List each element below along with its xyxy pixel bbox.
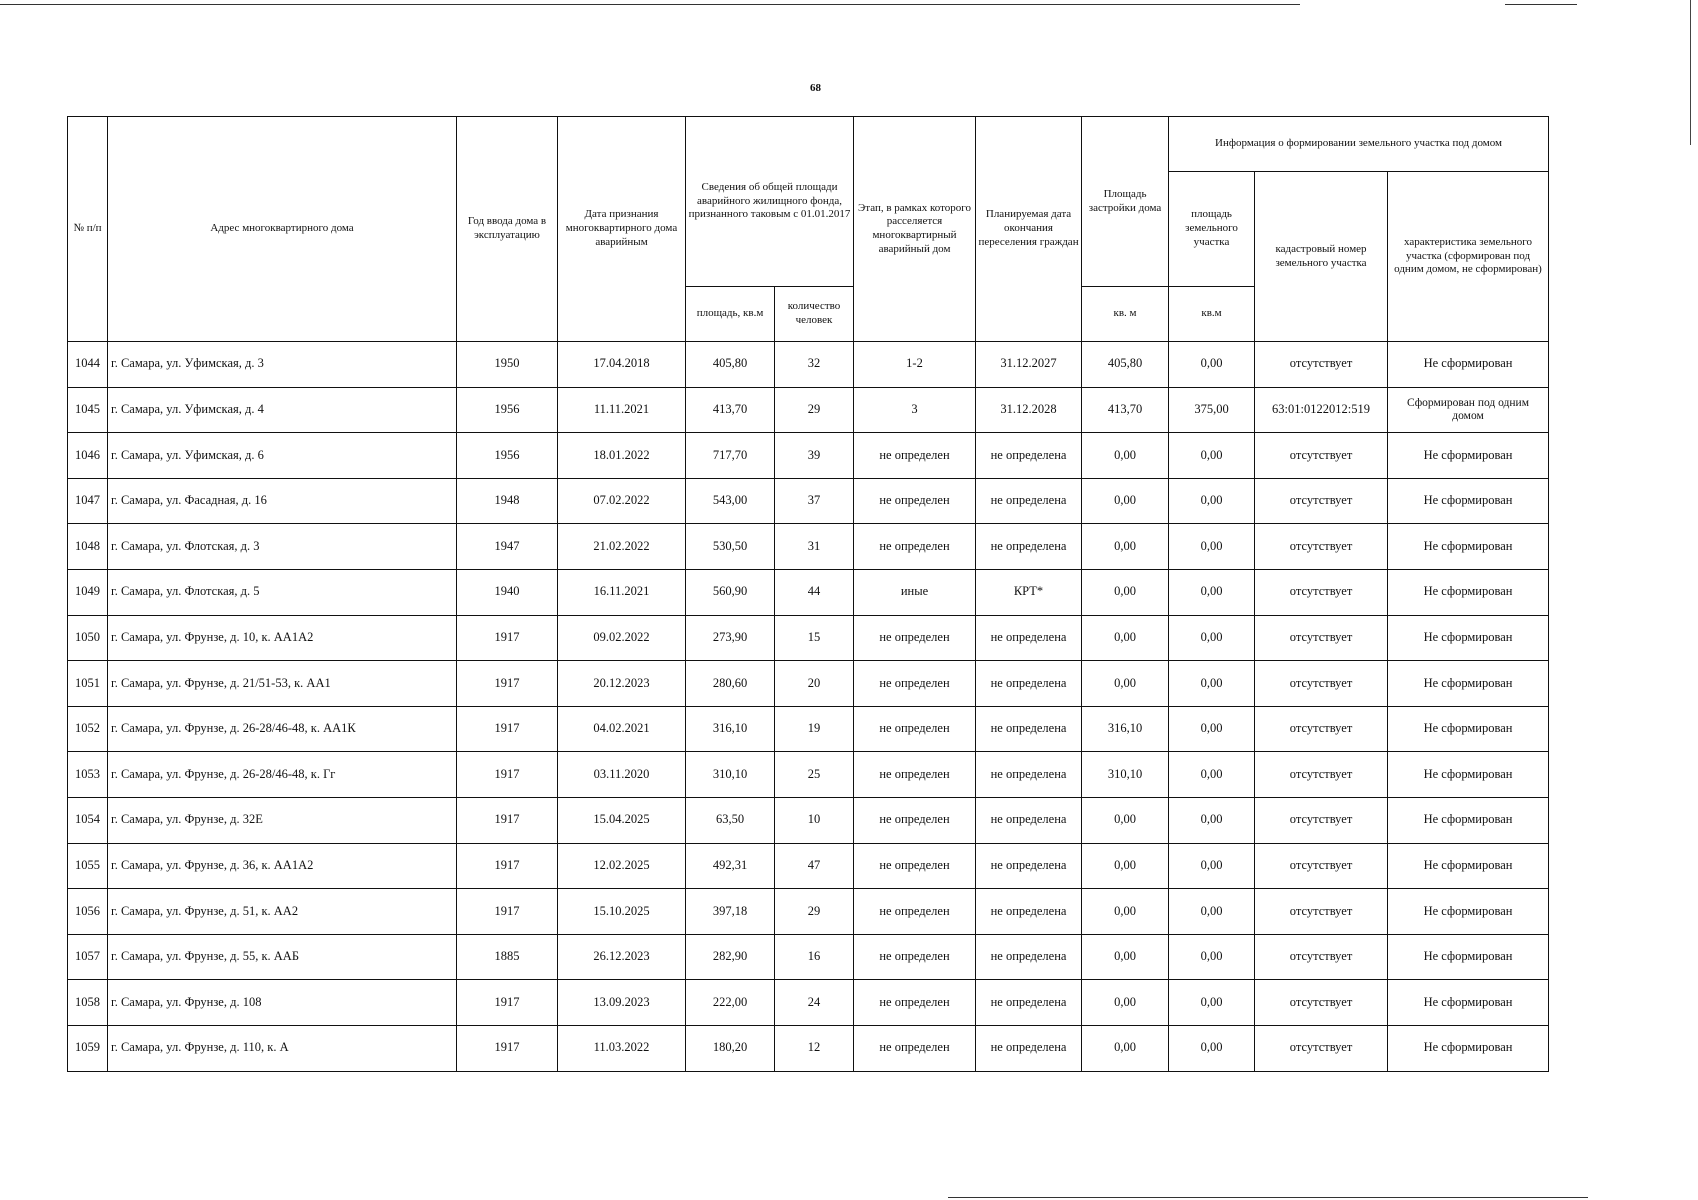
cell-land-char: Не сформирован	[1388, 478, 1549, 524]
cell-year: 1940	[457, 569, 558, 615]
cell-recognition-date: 15.04.2025	[558, 797, 686, 843]
cell-area: 397,18	[686, 889, 775, 935]
cell-year: 1956	[457, 433, 558, 479]
cell-area: 316,10	[686, 706, 775, 752]
cell-land-char: Не сформирован	[1388, 797, 1549, 843]
header-area-info: Сведения об общей площади аварийного жилищного фонда, признанного таковым с 01.01.2017	[686, 117, 854, 287]
cell-address: г. Самара, ул. Фрунзе, д. 32Е	[108, 797, 457, 843]
header-num: № п/п	[68, 117, 108, 342]
cell-recognition-date: 11.03.2022	[558, 1025, 686, 1071]
cell-planned-date: не определена	[976, 1025, 1082, 1071]
cell-address: г. Самара, ул. Фрунзе, д. 26-28/46-48, к. Гг	[108, 752, 457, 798]
table-row	[68, 706, 1549, 752]
cell-building-area: 0,00	[1082, 934, 1169, 980]
table-row	[68, 342, 1549, 388]
cell-cadastral: отсутствует	[1255, 843, 1388, 889]
table-row	[68, 615, 1549, 661]
cell-num: 1058	[68, 980, 108, 1026]
table-row	[68, 478, 1549, 524]
cell-land-area: 0,00	[1169, 569, 1255, 615]
cell-recognition-date: 18.01.2022	[558, 433, 686, 479]
cell-area: 222,00	[686, 980, 775, 1026]
cell-land-char: Не сформирован	[1388, 752, 1549, 798]
cell-year: 1917	[457, 889, 558, 935]
cell-stage: не определен	[854, 980, 976, 1026]
emergency-housing-table	[67, 116, 1549, 1072]
cell-year: 1917	[457, 661, 558, 707]
cell-land-char: Не сформирован	[1388, 1025, 1549, 1071]
cell-area: 280,60	[686, 661, 775, 707]
cell-num: 1046	[68, 433, 108, 479]
cell-area: 530,50	[686, 524, 775, 570]
cell-area: 413,70	[686, 387, 775, 433]
cell-area: 63,50	[686, 797, 775, 843]
cell-year: 1917	[457, 797, 558, 843]
cell-address: г. Самара, ул. Фрунзе, д. 51, к. АА2	[108, 889, 457, 935]
cell-cadastral: отсутствует	[1255, 1025, 1388, 1071]
cell-people: 32	[775, 342, 854, 388]
cell-cadastral: отсутствует	[1255, 615, 1388, 661]
cell-people: 31	[775, 524, 854, 570]
cell-num: 1056	[68, 889, 108, 935]
cell-address: г. Самара, ул. Флотская, д. 3	[108, 524, 457, 570]
cell-year: 1917	[457, 615, 558, 661]
header-area-sqm: площадь, кв.м	[686, 287, 775, 342]
table-row	[68, 843, 1549, 889]
cell-year: 1885	[457, 934, 558, 980]
cell-planned-date: не определена	[976, 980, 1082, 1026]
cell-address: г. Самара, ул. Уфимская, д. 4	[108, 387, 457, 433]
header-land-info: Информация о формировании земельного участка под домом	[1169, 117, 1549, 172]
cell-people: 29	[775, 889, 854, 935]
cell-land-char: Не сформирован	[1388, 615, 1549, 661]
cell-planned-date: не определена	[976, 478, 1082, 524]
cell-stage: не определен	[854, 934, 976, 980]
cell-people: 29	[775, 387, 854, 433]
cell-num: 1059	[68, 1025, 108, 1071]
cell-stage: 1-2	[854, 342, 976, 388]
cell-area: 282,90	[686, 934, 775, 980]
cell-num: 1055	[68, 843, 108, 889]
cell-planned-date: не определена	[976, 934, 1082, 980]
cell-land-char: Не сформирован	[1388, 706, 1549, 752]
header-planned-date: Планируемая дата окончания переселения граждан	[976, 117, 1082, 342]
cell-stage: не определен	[854, 843, 976, 889]
cell-building-area: 0,00	[1082, 478, 1169, 524]
cell-planned-date: не определена	[976, 797, 1082, 843]
cell-building-area: 0,00	[1082, 433, 1169, 479]
cell-people: 15	[775, 615, 854, 661]
cell-planned-date: не определена	[976, 661, 1082, 707]
page-number: 68	[810, 82, 821, 94]
cell-land-char: Не сформирован	[1388, 342, 1549, 388]
table-row	[68, 934, 1549, 980]
table-row	[68, 661, 1549, 707]
header-recognition-date: Дата признания многоквартирного дома аварийным	[558, 117, 686, 342]
cell-year: 1956	[457, 387, 558, 433]
cell-area: 492,31	[686, 843, 775, 889]
cell-land-char: Не сформирован	[1388, 433, 1549, 479]
cell-planned-date: не определена	[976, 752, 1082, 798]
cell-land-area: 0,00	[1169, 661, 1255, 707]
cell-building-area: 310,10	[1082, 752, 1169, 798]
table-row	[68, 524, 1549, 570]
cell-address: г. Самара, ул. Уфимская, д. 3	[108, 342, 457, 388]
header-people-count: количество человек	[775, 287, 854, 342]
cell-planned-date: не определена	[976, 433, 1082, 479]
cell-land-area: 0,00	[1169, 843, 1255, 889]
header-land-char: характеристика земельного участка (сформирован под одним домом, не сформирован)	[1388, 172, 1549, 342]
cell-num: 1049	[68, 569, 108, 615]
cell-recognition-date: 26.12.2023	[558, 934, 686, 980]
table-row	[68, 752, 1549, 798]
cell-stage: иные	[854, 569, 976, 615]
cell-stage: не определен	[854, 797, 976, 843]
cell-land-char: Сформирован под одним домом	[1388, 387, 1549, 433]
cell-land-area: 0,00	[1169, 934, 1255, 980]
cell-stage: не определен	[854, 433, 976, 479]
cell-people: 16	[775, 934, 854, 980]
cell-building-area: 0,00	[1082, 980, 1169, 1026]
cell-cadastral: отсутствует	[1255, 706, 1388, 752]
table-row	[68, 387, 1549, 433]
cell-land-area: 0,00	[1169, 752, 1255, 798]
cell-stage: не определен	[854, 706, 976, 752]
header-cadastral: кадастровый номер земельного участка	[1255, 172, 1388, 342]
cell-building-area: 0,00	[1082, 615, 1169, 661]
cell-cadastral: отсутствует	[1255, 569, 1388, 615]
cell-address: г. Самара, ул. Фасадная, д. 16	[108, 478, 457, 524]
cell-building-area: 0,00	[1082, 1025, 1169, 1071]
cell-area: 717,70	[686, 433, 775, 479]
cell-area: 405,80	[686, 342, 775, 388]
cell-building-area: 0,00	[1082, 843, 1169, 889]
cell-cadastral: отсутствует	[1255, 433, 1388, 479]
cell-planned-date: не определена	[976, 706, 1082, 752]
table-header	[68, 117, 1549, 342]
cell-year: 1917	[457, 980, 558, 1026]
cell-cadastral: отсутствует	[1255, 661, 1388, 707]
header-land-area-unit: кв.м	[1169, 287, 1255, 342]
cell-area: 180,20	[686, 1025, 775, 1071]
header-building-area: Площадь застройки дома	[1082, 117, 1169, 287]
header-building-area-unit: кв. м	[1082, 287, 1169, 342]
cell-planned-date: не определена	[976, 524, 1082, 570]
cell-people: 37	[775, 478, 854, 524]
cell-land-char: Не сформирован	[1388, 524, 1549, 570]
cell-recognition-date: 15.10.2025	[558, 889, 686, 935]
cell-people: 24	[775, 980, 854, 1026]
cell-num: 1054	[68, 797, 108, 843]
cell-people: 44	[775, 569, 854, 615]
scan-edge-top	[0, 4, 1300, 5]
cell-address: г. Самара, ул. Фрунзе, д. 55, к. ААБ	[108, 934, 457, 980]
cell-people: 19	[775, 706, 854, 752]
cell-year: 1917	[457, 752, 558, 798]
cell-land-area: 0,00	[1169, 1025, 1255, 1071]
cell-cadastral: отсутствует	[1255, 342, 1388, 388]
scan-edge-right	[1690, 0, 1691, 145]
cell-num: 1048	[68, 524, 108, 570]
scan-edge-top-right	[1505, 4, 1577, 5]
cell-planned-date: 31.12.2028	[976, 387, 1082, 433]
header-year: Год ввода дома в эксплуатацию	[457, 117, 558, 342]
cell-year: 1947	[457, 524, 558, 570]
cell-recognition-date: 21.02.2022	[558, 524, 686, 570]
cell-land-char: Не сформирован	[1388, 889, 1549, 935]
cell-planned-date: не определена	[976, 615, 1082, 661]
cell-cadastral: отсутствует	[1255, 980, 1388, 1026]
cell-stage: не определен	[854, 524, 976, 570]
cell-year: 1917	[457, 1025, 558, 1071]
cell-address: г. Самара, ул. Фрунзе, д. 36, к. АА1А2	[108, 843, 457, 889]
table-row	[68, 889, 1549, 935]
cell-recognition-date: 13.09.2023	[558, 980, 686, 1026]
cell-people: 47	[775, 843, 854, 889]
cell-area: 543,00	[686, 478, 775, 524]
cell-land-char: Не сформирован	[1388, 661, 1549, 707]
cell-land-area: 375,00	[1169, 387, 1255, 433]
cell-recognition-date: 04.02.2021	[558, 706, 686, 752]
cell-building-area: 0,00	[1082, 661, 1169, 707]
cell-recognition-date: 09.02.2022	[558, 615, 686, 661]
cell-stage: не определен	[854, 661, 976, 707]
cell-year: 1950	[457, 342, 558, 388]
cell-address: г. Самара, ул. Фрунзе, д. 21/51-53, к. АА1	[108, 661, 457, 707]
cell-building-area: 0,00	[1082, 889, 1169, 935]
cell-building-area: 405,80	[1082, 342, 1169, 388]
cell-planned-date: КРТ*	[976, 569, 1082, 615]
cell-land-area: 0,00	[1169, 478, 1255, 524]
cell-recognition-date: 16.11.2021	[558, 569, 686, 615]
cell-stage: не определен	[854, 752, 976, 798]
cell-cadastral: отсутствует	[1255, 478, 1388, 524]
cell-cadastral: отсутствует	[1255, 752, 1388, 798]
cell-recognition-date: 07.02.2022	[558, 478, 686, 524]
cell-stage: не определен	[854, 478, 976, 524]
cell-address: г. Самара, ул. Фрунзе, д. 10, к. АА1А2	[108, 615, 457, 661]
cell-recognition-date: 03.11.2020	[558, 752, 686, 798]
cell-stage: не определен	[854, 889, 976, 935]
cell-num: 1057	[68, 934, 108, 980]
cell-building-area: 0,00	[1082, 524, 1169, 570]
table-row	[68, 569, 1549, 615]
table-row	[68, 1025, 1549, 1071]
cell-stage: 3	[854, 387, 976, 433]
scan-edge-bottom	[948, 1197, 1588, 1198]
cell-land-area: 0,00	[1169, 706, 1255, 752]
header-stage: Этап, в рамках которого расселяется многоквартирный аварийный дом	[854, 117, 976, 342]
cell-cadastral: 63:01:0122012:519	[1255, 387, 1388, 433]
cell-year: 1917	[457, 706, 558, 752]
cell-planned-date: не определена	[976, 843, 1082, 889]
cell-land-area: 0,00	[1169, 615, 1255, 661]
cell-planned-date: не определена	[976, 889, 1082, 935]
cell-address: г. Самара, ул. Уфимская, д. 6	[108, 433, 457, 479]
cell-people: 12	[775, 1025, 854, 1071]
table-row	[68, 980, 1549, 1026]
cell-address: г. Самара, ул. Флотская, д. 5	[108, 569, 457, 615]
cell-land-area: 0,00	[1169, 342, 1255, 388]
cell-num: 1047	[68, 478, 108, 524]
table-row	[68, 433, 1549, 479]
cell-num: 1053	[68, 752, 108, 798]
cell-cadastral: отсутствует	[1255, 934, 1388, 980]
cell-address: г. Самара, ул. Фрунзе, д. 108	[108, 980, 457, 1026]
cell-people: 39	[775, 433, 854, 479]
cell-year: 1917	[457, 843, 558, 889]
cell-stage: не определен	[854, 1025, 976, 1071]
cell-building-area: 0,00	[1082, 797, 1169, 843]
cell-address: г. Самара, ул. Фрунзе, д. 26-28/46-48, к. АА1К	[108, 706, 457, 752]
cell-cadastral: отсутствует	[1255, 524, 1388, 570]
cell-land-char: Не сформирован	[1388, 980, 1549, 1026]
cell-land-area: 0,00	[1169, 524, 1255, 570]
cell-area: 273,90	[686, 615, 775, 661]
cell-cadastral: отсутствует	[1255, 889, 1388, 935]
cell-land-char: Не сформирован	[1388, 934, 1549, 980]
cell-cadastral: отсутствует	[1255, 797, 1388, 843]
cell-recognition-date: 20.12.2023	[558, 661, 686, 707]
cell-num: 1044	[68, 342, 108, 388]
cell-area: 560,90	[686, 569, 775, 615]
cell-year: 1948	[457, 478, 558, 524]
cell-area: 310,10	[686, 752, 775, 798]
cell-land-area: 0,00	[1169, 433, 1255, 479]
cell-recognition-date: 11.11.2021	[558, 387, 686, 433]
cell-land-char: Не сформирован	[1388, 843, 1549, 889]
cell-land-area: 0,00	[1169, 797, 1255, 843]
table-row	[68, 797, 1549, 843]
cell-num: 1051	[68, 661, 108, 707]
cell-address: г. Самара, ул. Фрунзе, д. 110, к. А	[108, 1025, 457, 1071]
cell-land-area: 0,00	[1169, 980, 1255, 1026]
cell-recognition-date: 17.04.2018	[558, 342, 686, 388]
cell-stage: не определен	[854, 615, 976, 661]
header-land-area: площадь земельного участка	[1169, 172, 1255, 287]
cell-planned-date: 31.12.2027	[976, 342, 1082, 388]
cell-num: 1045	[68, 387, 108, 433]
cell-people: 10	[775, 797, 854, 843]
cell-building-area: 0,00	[1082, 569, 1169, 615]
cell-land-char: Не сформирован	[1388, 569, 1549, 615]
cell-num: 1052	[68, 706, 108, 752]
cell-recognition-date: 12.02.2025	[558, 843, 686, 889]
cell-land-area: 0,00	[1169, 889, 1255, 935]
cell-people: 20	[775, 661, 854, 707]
cell-people: 25	[775, 752, 854, 798]
table-body	[68, 342, 1549, 1072]
cell-num: 1050	[68, 615, 108, 661]
cell-building-area: 413,70	[1082, 387, 1169, 433]
cell-building-area: 316,10	[1082, 706, 1169, 752]
header-address: Адрес многоквартирного дома	[108, 117, 457, 342]
